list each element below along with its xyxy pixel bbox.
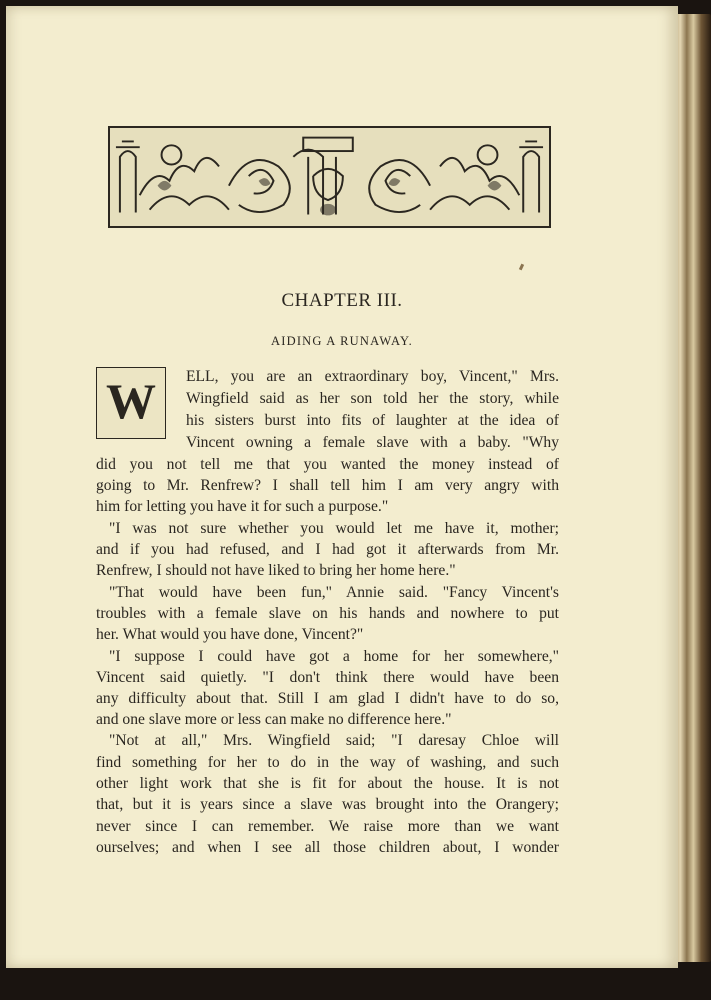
text-line: Vincent said quietly. "I don't think there would have been [96, 669, 559, 686]
text-line: him for letting you have it for such a purpose." [96, 498, 389, 515]
text-line: ELL, you are an extraordinary boy, Vincent," Mrs. [186, 368, 559, 385]
text-line: "Not at all," Mrs. Wingfield said; "I daresay Chloe will [109, 732, 559, 749]
text-line: never since I can remember. We raise more than we want [96, 818, 559, 835]
text-line: Vincent owning a female slave with a baby. "Why [186, 434, 559, 451]
text-line: "I was not sure whether you would let me have it, mother; [109, 520, 559, 537]
drop-cap [96, 367, 166, 439]
text-line: did you not tell me that you wanted the money instead of [96, 456, 559, 473]
text-line: "I suppose I could have got a home for her somewhere," [109, 648, 559, 665]
book-page [6, 6, 678, 968]
chapter-title: CHAPTER III. [281, 290, 403, 311]
text-line: find something for her to do in the way of washing, and such [96, 754, 559, 771]
text-line: and one slave more or less can make no difference here." [96, 711, 452, 728]
drop-cap-letter: W [106, 373, 156, 429]
text-line: her. What would you have done, Vincent?" [96, 626, 364, 643]
text-line: and if you had refused, and I had got it afterwards from Mr. [96, 541, 559, 558]
ink-speck [519, 264, 524, 271]
text-line: any difficulty about that. Still I am glad I didn't have to do so, [96, 690, 559, 707]
text-line: Renfrew, I should not have liked to bring her home here." [96, 562, 456, 579]
text-line: other light work that she is fit for about the house. It is not [96, 775, 559, 792]
text-line: Wingfield said as her son told her the story, while [186, 390, 559, 407]
text-line: that, but it is years since a slave was brought into the Orangery; [96, 796, 559, 813]
text-line: going to Mr. Renfrew? I shall tell him I am very angry with [96, 477, 559, 494]
text-line: ourselves; and when I see all those children about, I wonder [96, 839, 559, 856]
text-line: "That would have been fun," Annie said. "Fancy Vincent's [109, 584, 559, 601]
chapter-subtitle: AIDING A RUNAWAY. [271, 334, 413, 348]
text-line: his sisters burst into fits of laughter at the idea of [186, 412, 559, 429]
ornamental-banner-icon [108, 126, 551, 228]
text-line: troubles with a female slave on his hands and nowhere to put [96, 605, 559, 622]
